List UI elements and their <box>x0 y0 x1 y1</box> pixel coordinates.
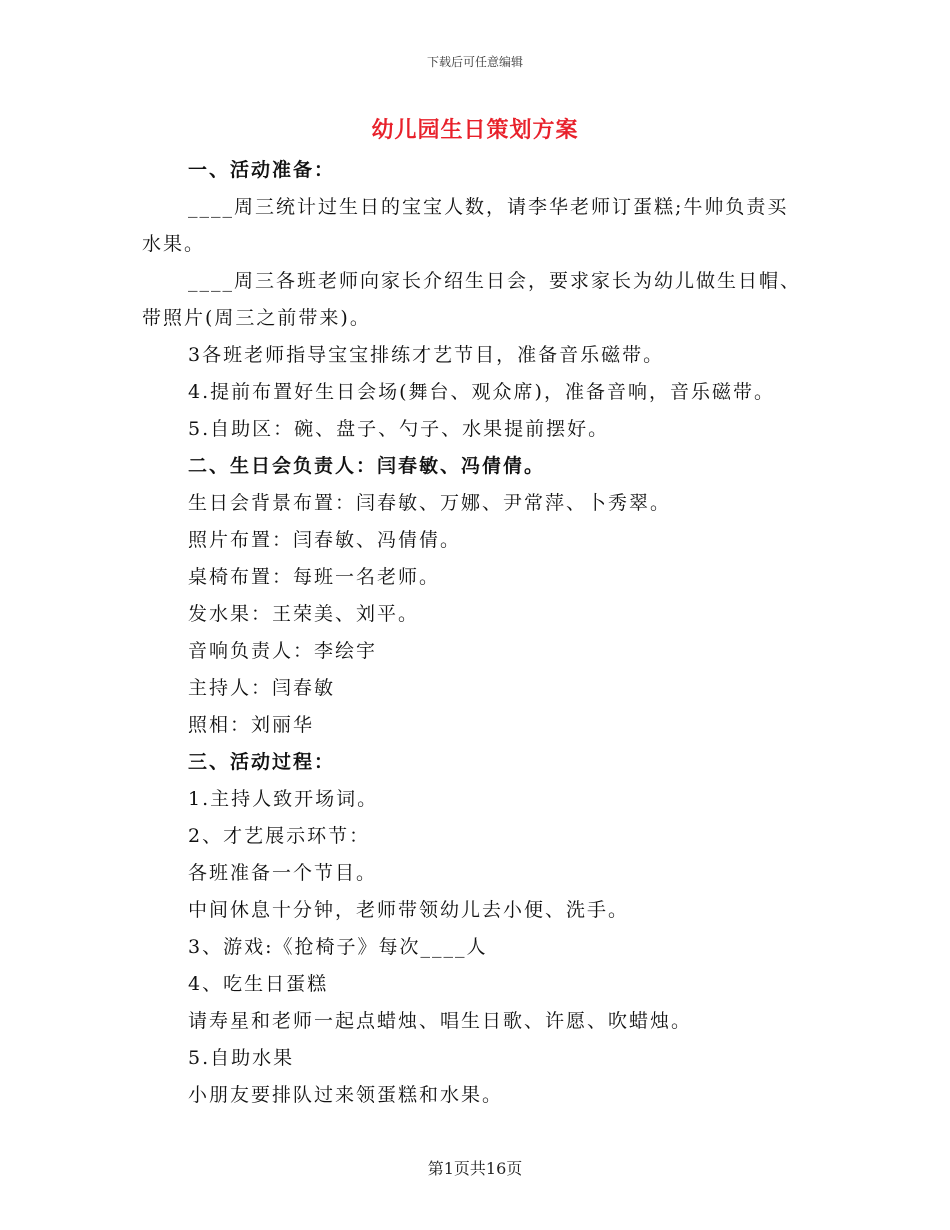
paragraph-line: 主持人：闫春敏 <box>188 677 336 699</box>
paragraph-line: ____周三各班老师向家长介绍生日会，要求家长为幼儿做生日帽、 <box>188 270 802 292</box>
paragraph-line: 4.提前布置好生日会场(舞台、观众席)，准备音响，音乐磁带。 <box>188 381 775 403</box>
paragraph-line: 4、吃生日蛋糕 <box>188 973 329 995</box>
paragraph-line: 小朋友要排队过来领蛋糕和水果。 <box>188 1084 504 1106</box>
page-header: 下载后可任意编辑 <box>426 55 523 69</box>
paragraph-line: 中间休息十分钟，老师带领幼儿去小便、洗手。 <box>188 899 630 921</box>
paragraph-line: 请寿星和老师一起点蜡烛、唱生日歌、许愿、吹蜡烛。 <box>188 1010 693 1032</box>
paragraph-line: 照相：刘丽华 <box>188 714 315 736</box>
page-footer: 第1页共16页 <box>427 1159 523 1178</box>
paragraph-line: 3、游戏:《抢椅子》每次____人 <box>188 936 488 958</box>
paragraph-line: 2、才艺展示环节： <box>188 825 371 847</box>
paragraph-line: 桌椅布置：每班一名老师。 <box>188 566 441 588</box>
section-heading: 二、生日会负责人：闫春敏、冯倩倩。 <box>188 455 546 477</box>
paragraph-line: 水果。 <box>142 233 206 255</box>
paragraph-line: 照片布置：闫春敏、冯倩倩。 <box>188 529 462 551</box>
paragraph-line: 3各班老师指导宝宝排练才艺节目，准备音乐磁带。 <box>188 344 665 366</box>
paragraph-line: 音响负责人：李绘宇 <box>188 640 378 662</box>
section-heading: 三、活动过程： <box>188 751 336 773</box>
section-heading: 一、活动准备： <box>188 159 336 181</box>
document-title: 幼儿园生日策划方案 <box>371 117 579 143</box>
paragraph-line: 生日会背景布置：闫春敏、万娜、尹常萍、卜秀翠。 <box>188 492 672 514</box>
paragraph-line: 发水果：王荣美、刘平。 <box>188 603 420 625</box>
paragraph-line: 5.自助区：碗、盘子、勺子、水果提前摆好。 <box>188 418 610 440</box>
paragraph-line: 各班准备一个节目。 <box>188 862 378 884</box>
paragraph-line: 1.主持人致开场词。 <box>188 788 379 810</box>
paragraph-line: ____周三统计过生日的宝宝人数，请李华老师订蛋糕;牛帅负责买 <box>188 196 789 218</box>
paragraph-line: 5.自助水果 <box>188 1047 295 1069</box>
paragraph-line: 带照片(周三之前带来)。 <box>142 307 371 329</box>
